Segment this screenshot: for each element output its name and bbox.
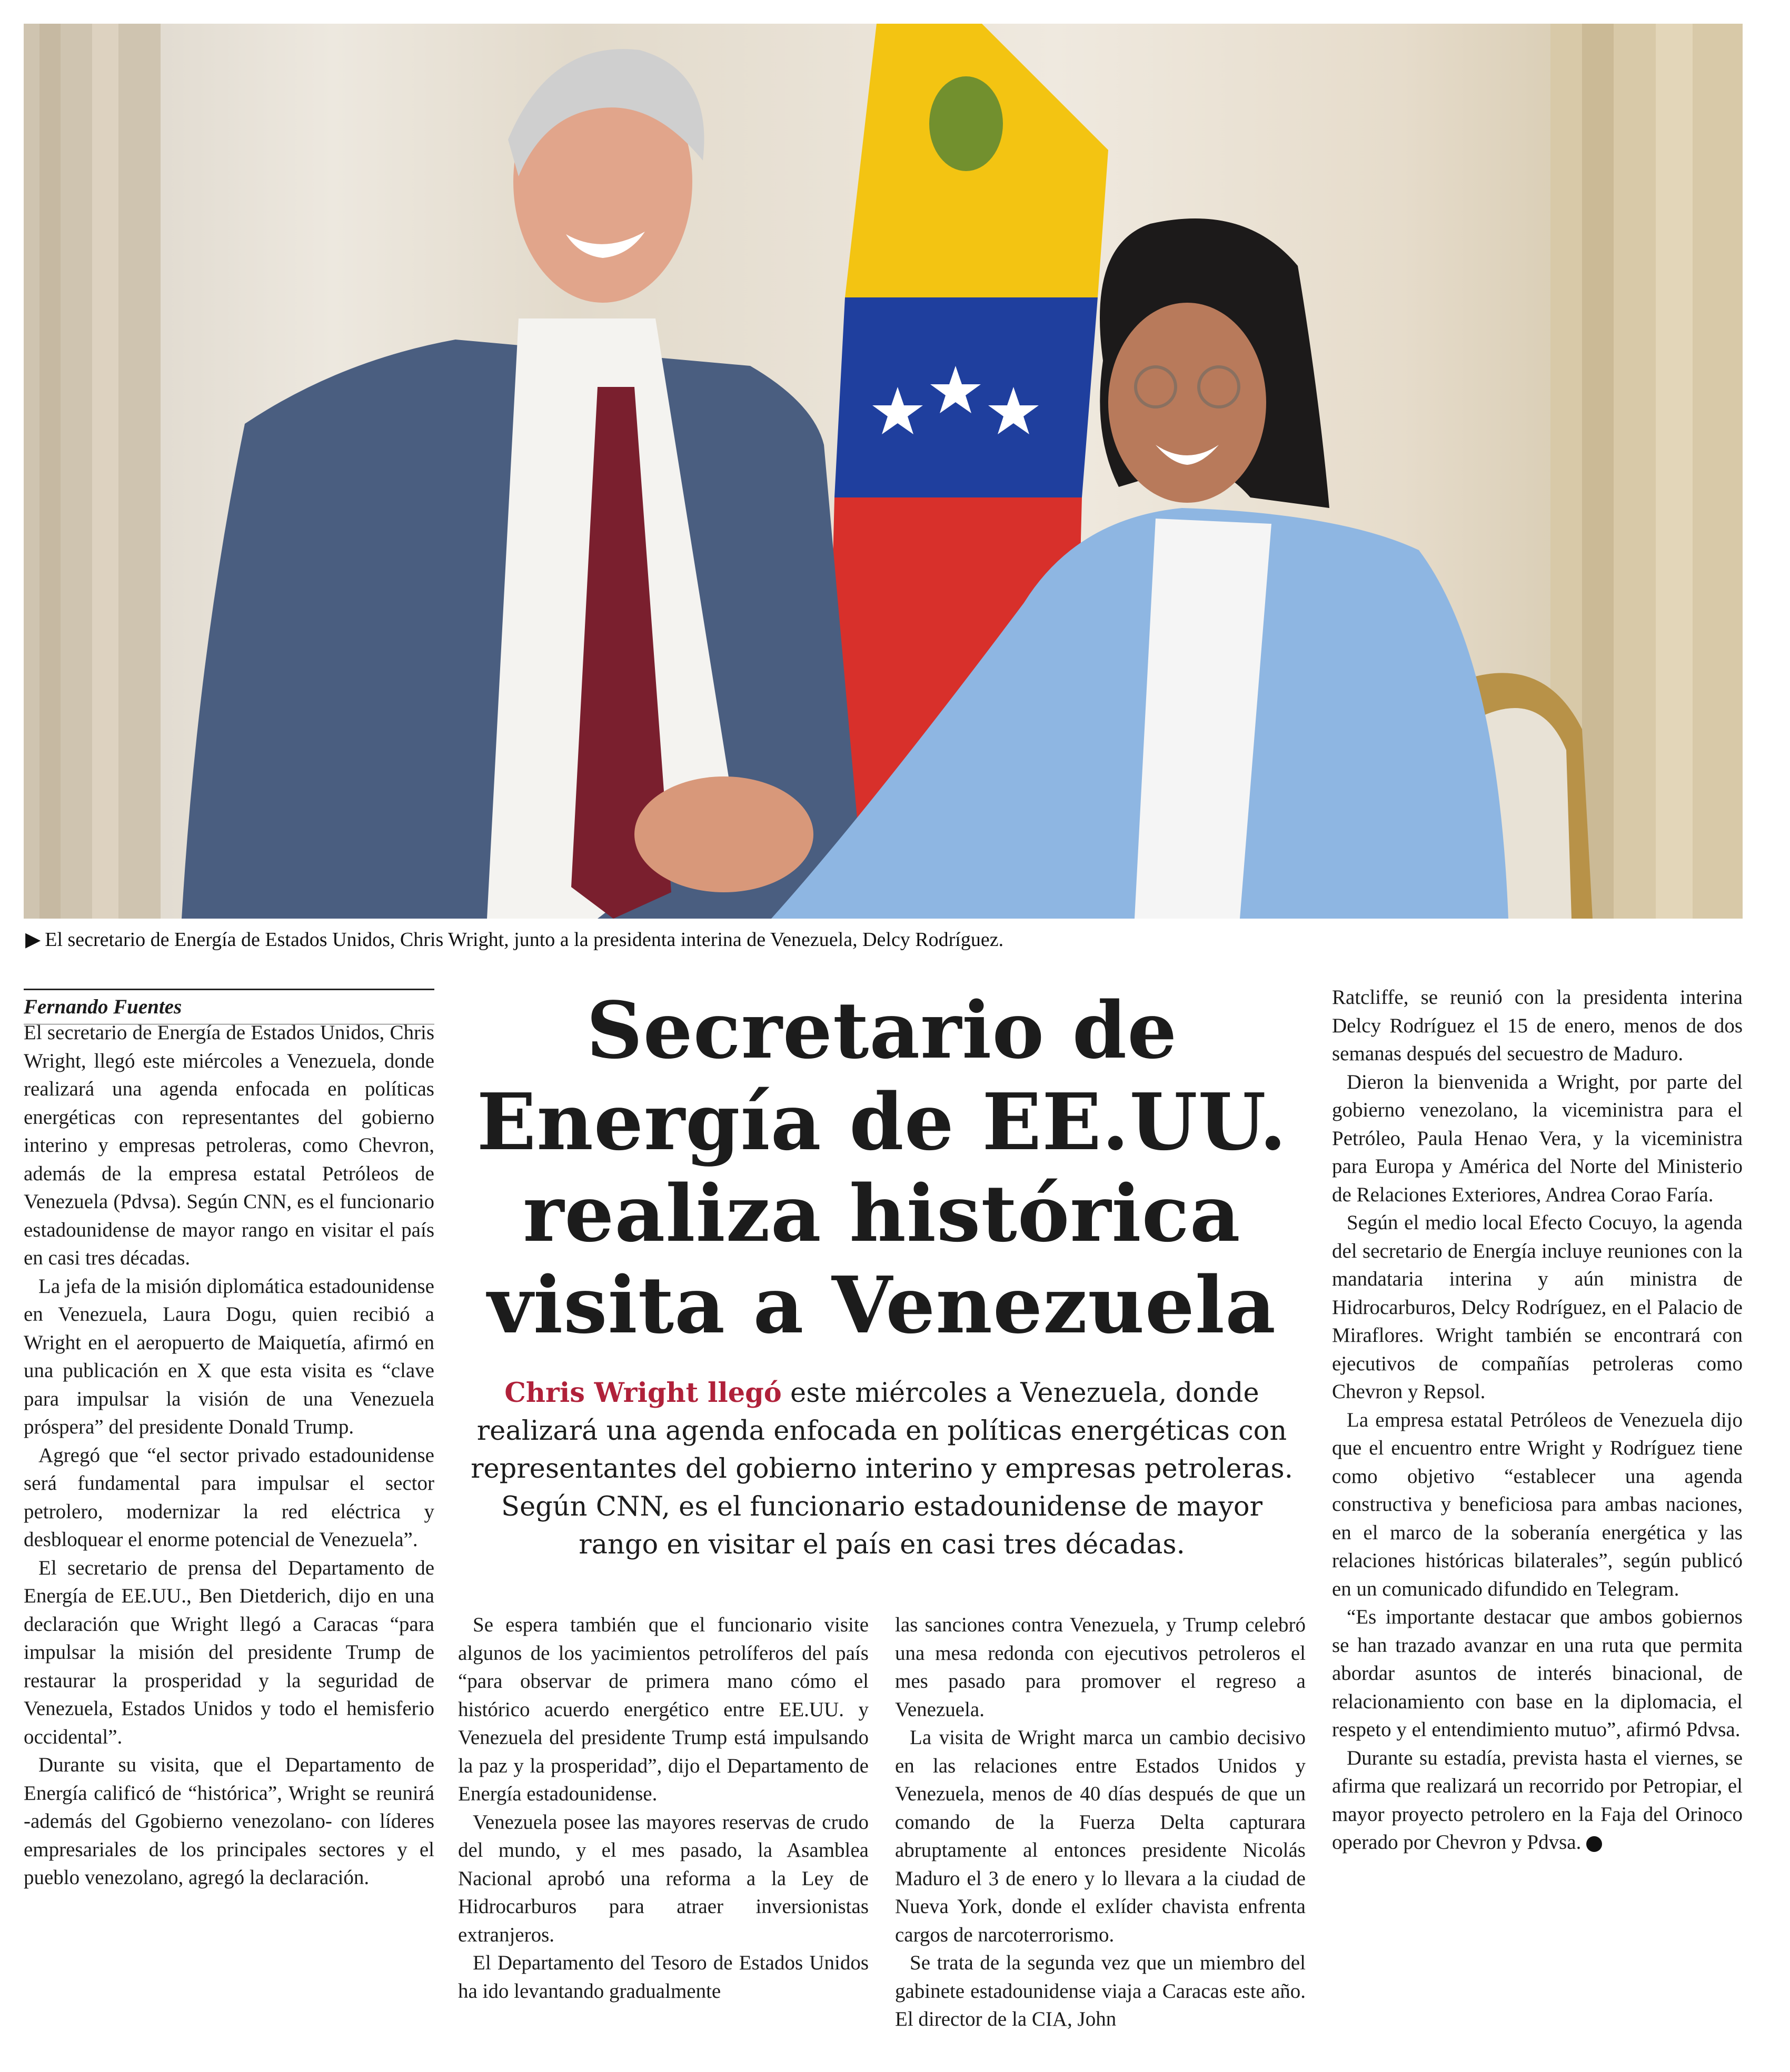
paragraph: Ratcliffe, se reunió con la presidenta interina Delcy Rodríguez el 15 de enero, menos de dos semanas después del secuestro de Maduro. (1332, 986, 1743, 1065)
paragraph: El secretario de prensa del Departamento de Energía de EE.UU., Ben Dietderich, dijo en una declaración que Wright llegó a Caracas “para impulsar la misión del presidente Trump de restaurar la prosperidad y la seguridad de Venezuela, Estados Unidos y todo el hemisferio occidental”. (24, 1556, 434, 1748)
paragraph: El secretario de Energía de Estados Unidos, Chris Wright, llegó este miércoles a Venezuela, donde realizará una agenda enfocada en políticas energéticas con representantes del gobierno interino y empresas petroleras, como Chevron, además de la empresa estatal Petróleos de Venezuela (Pdvsa). Según CNN, es el funcionario estadounidense de mayor rango en visitar el país en casi tres décadas. (24, 1021, 434, 1269)
column-3 (458, 1611, 869, 2005)
headline-line: realiza histórica (523, 1168, 1241, 1259)
paragraph: La empresa estatal Petróleos de Venezuela dijo que el encuentro entre Wright y Rodríguez tiene como objetivo “establecer una agenda constructiva y beneficiosa para ambas naciones, en el marco de la soberanía energética y las relaciones históricas bilaterales”, según publicó en un comunicado difundido en Telegram. (1332, 1408, 1743, 1600)
paragraph-last (1332, 1744, 1743, 1857)
headline-line: Secretario de (586, 984, 1178, 1076)
lede (458, 1374, 1306, 1564)
paragraph: La visita de Wright marca un cambio decisivo en las relaciones entre Estados Unidos y Venezuela, menos de 40 días después de que un comando de la Fuerza Delta capturara abruptamente al entonces presidente Nicolás Maduro el 3 de enero y lo llevara a la ciudad de Nueva York, donde el exlíder chavista enfrenta cargos de narcoterrorismo. (895, 1726, 1306, 1946)
paragraph: Agregó que “el sector privado estadounidense será fundamental para impulsar el sector petrolero, modernizar la red eléctrica y desbloquear el enorme potencial de Venezuela”. (24, 1443, 434, 1551)
article-photo (24, 24, 1743, 919)
headline-line: visita a Venezuela (487, 1259, 1277, 1351)
paragraph: Dieron la bienvenida a Wright, por parte del gobierno venezolano, la viceministra para el Petróleo, Paula Henao Vera, y la viceministra para Europa y América del Norte del Ministerio de Relaciones Exteriores, Andrea Corao Faría. (1332, 1070, 1743, 1206)
paragraph: Durante su visita, que el Departamento de Energía calificó de “histórica”, Wright se reunirá -además del Ggobierno venezolano- con líderes empresariales de los principales sectores y el pueblo venezolano, agregó la declaración. (24, 1754, 434, 1889)
end-of-article-dot-icon (1586, 1836, 1602, 1852)
byline: Fernando Fuentes (24, 989, 434, 1021)
headline-line: Energía de EE.UU. (476, 1076, 1287, 1168)
caption-text: El secretario de Energía de Estados Unidos, Chris Wright, junto a la presidenta interina de Venezuela, Delcy Rodríguez. (45, 929, 1004, 951)
paragraph: Venezuela posee las mayores reservas de crudo del mundo, y el mes pasado, la Asamblea Nacional aprobó una reforma a la Ley de Hidrocarburos para atraer inversionistas extranjeros. (458, 1810, 869, 1946)
paragraph: La jefa de la misión diplomática estadounidense en Venezuela, Laura Dogu, quien recibió a Wright en el aeropuerto de Maiquetía, afirmó en una publicación en X que esta visita es “clave para impulsar la visión de una Venezuela próspera” del presidente Donald Trump. (24, 1274, 434, 1438)
lede-text: este miércoles a Venezuela, donde realizará una agenda enfocada en políticas energéticas con representantes del gobierno interino y empresas petroleras. Según CNN, es el funcionario estadounidense de mayor rango en visitar el país en casi tres décadas. (471, 1378, 1293, 1560)
paragraph: Se trata de la segunda vez que un miembro del gabinete estadounidense viaja a Caracas este año. El director de la CIA, John (895, 1951, 1306, 2030)
paragraph: El Departamento del Tesoro de Estados Unidos ha ido levantando gradualmente (458, 1951, 869, 2003)
paragraph: Se espera también que el funcionario visite algunos de los yacimientos petrolíferos del país “para observar de primera mano cómo el histórico acuerdo energético entre EE.UU. y Venezuela del presidente Trump está impulsando la paz y la prosperidad”, dijo el Departamento de Energía estadounidense. (458, 1613, 869, 1805)
paragraph: las sanciones contra Venezuela, y Trump celebró una mesa redonda con ejecutivos petroleros el mes pasado para promover el regreso a Venezuela. (895, 1613, 1306, 1721)
paragraph: Durante su estadía, prevista hasta el viernes, se afirma que realizará un recorrido por Petropiar, el mayor proyecto petrolero en la Faja del Orinoco operado por Chevron y Pdvsa. (1332, 1746, 1743, 1854)
column-1 (24, 1019, 434, 1892)
column-5 (1332, 983, 1743, 1857)
right-triangle-icon: ▶ (25, 929, 41, 951)
photo-caption (25, 927, 1742, 953)
headline (458, 984, 1306, 1351)
column-4 (895, 1611, 1306, 2034)
lede-highlight: Chris Wright llegó (504, 1377, 782, 1409)
photo-illustration (24, 24, 1743, 919)
paragraph: Según el medio local Efecto Cocuyo, la agenda del secretario de Energía incluye reuniones con la mandataria interina y aún ministra de Hidrocarburos, Delcy Rodríguez, en el Palacio de Miraflores. Wright también se encontrará con ejecutivos de compañías petroleras como Chevron y Repsol. (1332, 1211, 1743, 1403)
paragraph: “Es importante destacar que ambos gobiernos se han trazado avanzar en una ruta que permita abordar asuntos de interés binacional, de relacionamiento con base en la diplomacia, el respeto y el entendimiento mutuo”, afirmó Pdvsa. (1332, 1606, 1743, 1741)
